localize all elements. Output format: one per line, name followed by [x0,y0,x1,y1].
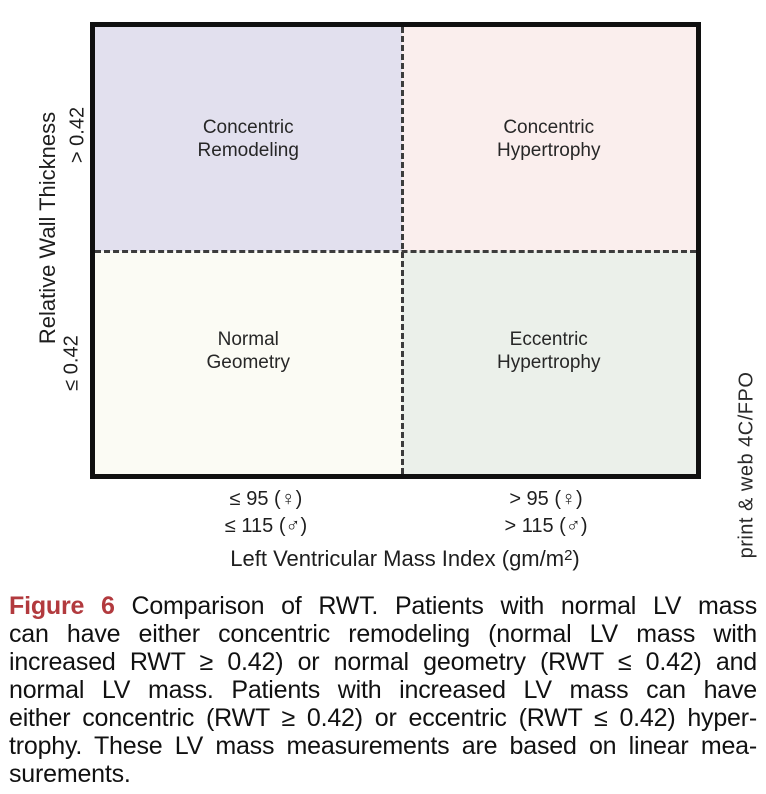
quadrant-label-normal-geometry [207,328,290,374]
caption-line: increased RWT ≥ 0.42) or normal geometry (RWT ≤ 0.42) and [9,648,757,676]
horizontal-dashed-divider [95,250,696,253]
quadrant-label-concentric-hypertrophy [497,116,601,162]
x-axis-tick-right [505,486,588,540]
y-axis-title: Relative Wall Thickness [35,111,60,345]
quadrant-label-eccentric-hypertrophy [497,328,601,374]
quadrant-label-concentric-remodeling [198,116,299,162]
print-web-4c-fpo-note: print & web 4C/FPO [735,371,758,559]
quadrant-label-line: Remodeling [197,139,299,161]
quadrant-label-line: Normal [217,329,279,351]
quadrant-label-line: Hypertrophy [496,139,601,161]
caption-line: trophy. These LV mass measurements are based on linear mea- [9,732,757,760]
figure-number-label: Figure 6 [9,592,115,620]
x-axis-tick-left-female: ≤ 95 (♀) [229,488,303,510]
caption-line: normal LV mass. Patients with increased LV mass can have [9,676,757,704]
quadrant-eccentric-hypertrophy [402,251,696,475]
x-axis-title-close-paren: ) [572,546,580,571]
y-axis-tick-upper: > 0.42 [66,106,89,164]
quadrant-label-line: Hypertrophy [496,352,601,374]
quadrant-concentric-remodeling [95,27,402,251]
caption-text: Comparison of RWT. Patients with normal LV mass [131,592,757,620]
caption-line: either concentric (RWT ≥ 0.42) or eccentric (RWT ≤ 0.42) hyper- [9,704,757,732]
x-axis-title-text: Left Ventricular Mass Index (gm/m [230,546,565,571]
caption-line: can have either concentric remodeling (normal LV mass with [9,620,757,648]
quadrant-label-line: Concentric [503,116,595,138]
rwt-quadrant-chart [90,22,701,479]
quadrant-normal-geometry [95,251,402,475]
figure-caption [9,592,757,788]
caption-line [9,592,757,620]
x-axis-tick-left [225,486,307,540]
quadrant-label-line: Eccentric [509,329,588,351]
quadrant-concentric-hypertrophy [402,27,696,251]
y-axis-tick-lower: ≤ 0.42 [60,335,83,391]
quadrant-label-line: Geometry [206,352,290,374]
x-axis-tick-left-male: ≤ 115 (♂) [224,515,308,537]
caption-line: surements. [9,760,131,788]
x-axis-tick-right-female: > 95 (♀) [509,488,583,510]
x-axis-title [230,546,579,572]
quadrant-label-line: Concentric [202,116,294,138]
x-axis-tick-right-male: > 115 (♂) [504,515,588,537]
x-axis-title-superscript: 2 [564,547,573,565]
